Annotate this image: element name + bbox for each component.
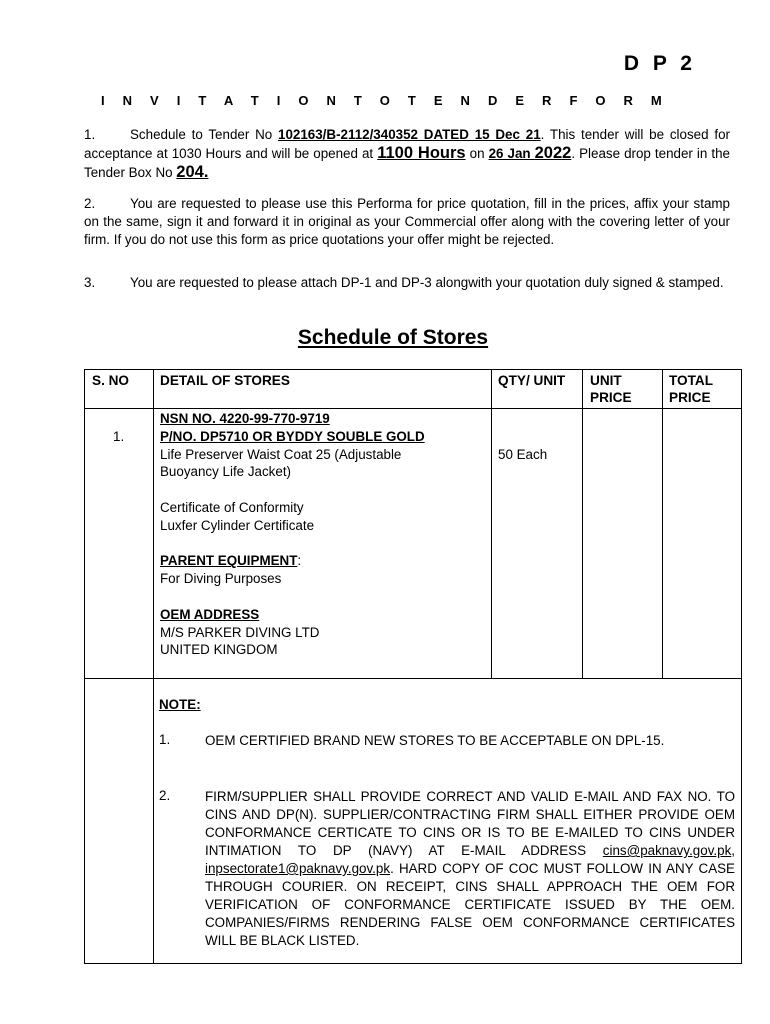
paragraph-3: 3. You are requested to please attach DP-1 and DP-3 alongwith your quotation duly signed & stamped. — [84, 275, 724, 290]
tender-number: 102163/B-2112/340352 DATED 15 Dec 21 — [278, 127, 541, 142]
certificate-line: Luxfer Cylinder Certificate — [160, 517, 315, 533]
parent-equipment-value: For Diving Purposes — [160, 571, 282, 587]
row-sno: 1. — [113, 429, 125, 444]
open-time: 1100 Hours — [377, 144, 466, 162]
table-border — [84, 369, 742, 370]
item-description: Buoyancy Life Jacket) — [160, 464, 291, 480]
row-qty: 50 Each — [498, 447, 548, 462]
table-border — [84, 408, 742, 409]
header-qty: QTY/ UNIT — [498, 373, 566, 388]
note-number: 2. — [159, 788, 171, 803]
table-border — [84, 369, 85, 964]
document-code: D P 2 — [623, 52, 696, 75]
open-date-day: 26 Jan — [488, 146, 535, 161]
header-sno: S. NO — [92, 373, 130, 388]
note-text: FIRM/SUPPLIER SHALL PROVIDE CORRECT AND VALID E-MAIL AND FAX NO. TO CINS AND DP(N). SUPPLIER/CONTRACTING FIRM SHALL EITHER PROVIDE OEM CONFORMANCE CERTICATE TO CINS OR IS TO BE E-MAILED TO CINS UNDER INTIMATION TO DP (NAVY) AT E-MAIL ADDRESS cins@paknavy.gov.pk, inpsectorate1@paknavy.gov.pk. HARD COPY OF COC MUST FOLLOW IN ANY CASE THROUGH COURIER. ON RECEIPT, CINS SHALL APPROACH THE OEM FOR VERIFICATION OF CONFORMANCE CERTIFICATE ISSUED BY THE OEM. COMPANIES/FIRMS RENDERING FALSE OEM CONFORMANCE CERTIFICATES WILL BE BLACK LISTED. — [205, 789, 735, 948]
note-text: OEM CERTIFIED BRAND NEW STORES TO BE ACCEPTABLE ON DPL-15. — [205, 733, 665, 748]
oem-address-line: UNITED KINGDOM — [160, 642, 278, 658]
oem-address-label: OEM ADDRESS — [160, 606, 260, 622]
paragraph-number: 1. — [84, 127, 96, 142]
table-border — [491, 369, 492, 679]
notes-heading: NOTE: — [159, 697, 201, 712]
tender-box-number: 204. — [176, 163, 209, 181]
email-link[interactable]: cins@paknavy.gov.pk — [602, 843, 732, 858]
paragraph-number: 2. — [84, 196, 96, 211]
item-description: Life Preserver Waist Coat 25 (Adjustable — [160, 446, 402, 462]
table-border — [582, 369, 583, 679]
header-unit-price: UNIT PRICE — [590, 373, 632, 405]
table-border — [84, 963, 742, 964]
paragraph-number: 3. — [84, 275, 96, 290]
oem-address-line: M/S PARKER DIVING LTD — [160, 624, 320, 640]
paragraph-1: 1. Schedule to Tender No 102163/B-2112/340352 DATED 15 Dec 21. This tender will be closed for acceptance at 1030 Hours and will be opened at 1100 Hours on 26 Jan 2022. Please drop tender in the Tender Box No 204. — [84, 127, 730, 181]
open-date-year: 2022 — [534, 144, 572, 162]
schedule-title: Schedule of Stores — [297, 326, 489, 349]
table-border — [662, 369, 663, 679]
nsn-number: NSN NO. 4220-99-770-9719 — [160, 411, 330, 426]
notes-section — [159, 697, 735, 948]
form-title: I N V I T A T I O N T O T E N D E R F O R M — [101, 93, 669, 108]
note-number: 1. — [159, 732, 171, 747]
table-border — [84, 678, 742, 679]
table-border — [741, 369, 742, 964]
certificate-line: Certificate of Conformity — [160, 499, 304, 515]
part-number: P/NO. DP5710 OR BYDDY SOUBLE GOLD — [160, 428, 425, 444]
email-link[interactable]: inpsectorate1@paknavy.gov.pk — [205, 861, 391, 876]
row-detail — [160, 410, 490, 659]
table-border — [153, 369, 154, 964]
parent-equipment-label: PARENT EQUIPMENT: — [160, 553, 302, 569]
header-detail: DETAIL OF STORES — [160, 373, 290, 388]
paragraph-2: 2. You are requested to please use this Performa for price quotation, fill in the prices, affix your stamp on the same, sign it and forward it in original as your Commercial offer along with the covering letter of your firm. If you do not use this form as price quotations your offer might be rejected. — [84, 196, 730, 247]
header-total-price: TOTAL PRICE — [669, 373, 714, 405]
